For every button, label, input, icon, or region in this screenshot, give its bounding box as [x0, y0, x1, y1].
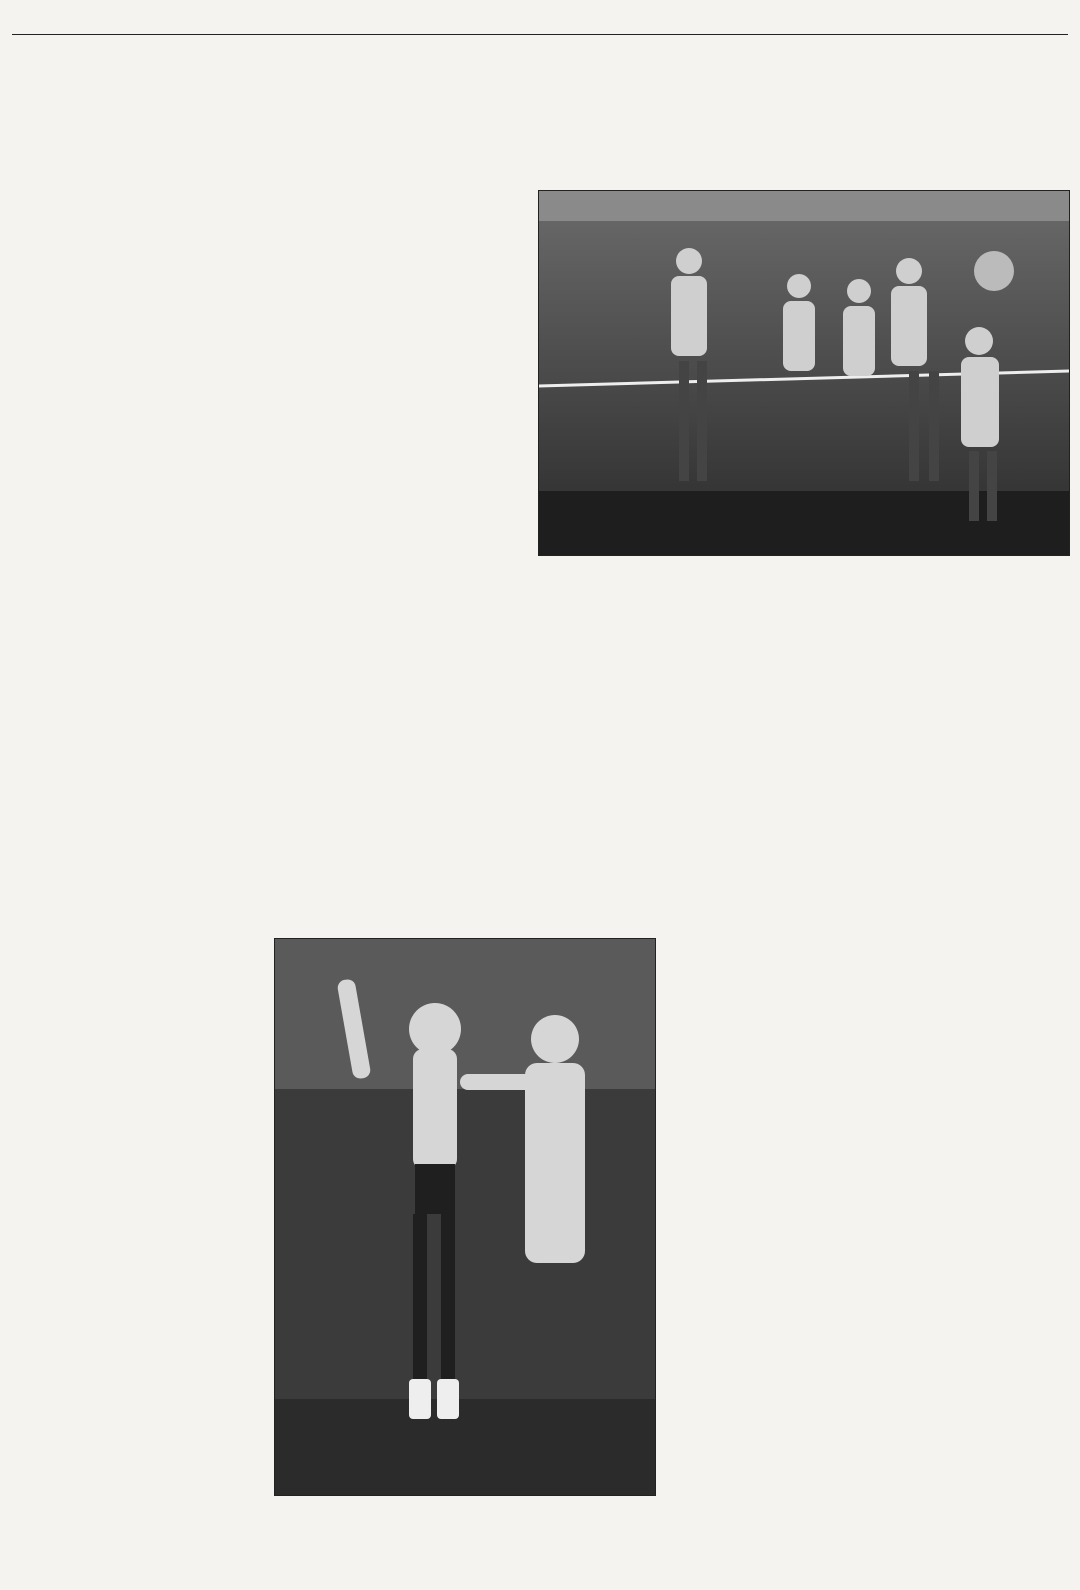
- column-2: [274, 264, 526, 270]
- boxer-portrait-photo-icon: [275, 939, 655, 1495]
- champion-photo: [274, 938, 656, 1496]
- training-photo: [538, 190, 1070, 556]
- masthead: [12, 8, 1068, 35]
- boxing-training-photo-icon: [539, 191, 1069, 555]
- column-1: [18, 264, 262, 270]
